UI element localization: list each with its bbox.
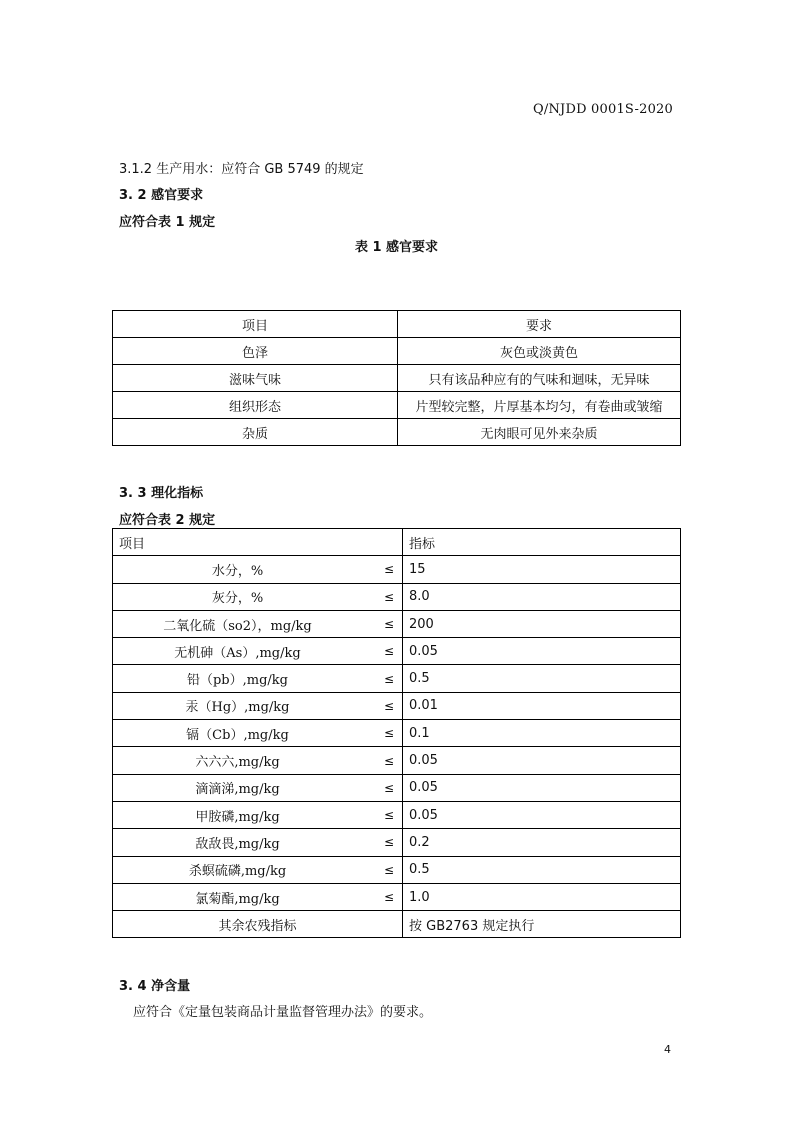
- section-3-2-title: 3. 2 感官要求: [119, 188, 204, 203]
- physicochemical-table: [112, 528, 681, 938]
- less-equal-sign: ≤: [383, 617, 394, 632]
- less-equal-sign: ≤: [383, 698, 394, 713]
- table-cell-item: 六六六,mg/kg: [195, 755, 280, 771]
- table-header-cell: 项目: [113, 529, 403, 556]
- table-cell-item: 其余农残指标: [113, 911, 403, 938]
- table-header-cell: 项目: [113, 311, 398, 338]
- table-cell-item: 滴滴涕,mg/kg: [195, 782, 280, 798]
- table-row: [113, 638, 681, 665]
- table-row: [113, 829, 681, 856]
- table-cell-value: 8.0: [403, 583, 681, 610]
- section-3-3-intro: 应符合表 2 规定: [119, 513, 216, 528]
- less-equal-sign: ≤: [383, 890, 394, 904]
- less-equal-sign: ≤: [383, 753, 394, 768]
- table-row: [113, 583, 681, 610]
- table-cell-item: 汞（Hg）,mg/kg: [185, 700, 290, 716]
- table-header-cell: 指标: [403, 529, 681, 556]
- table-header-row: [113, 311, 681, 338]
- table-row: [113, 720, 681, 747]
- less-equal-sign: ≤: [383, 562, 394, 577]
- table-cell-item: 灰分，%: [211, 591, 264, 607]
- table-cell-requirement: 无肉眼可见外来杂质: [398, 419, 681, 446]
- less-equal-sign: ≤: [383, 726, 394, 741]
- table-row: [113, 747, 681, 774]
- table-cell-value: 0.05: [403, 774, 681, 801]
- table-cell-requirement: 片型较完整，片厚基本均匀，有卷曲或皱缩: [398, 392, 681, 419]
- table-cell-value: 按 GB2763 规定执行: [403, 911, 681, 938]
- table-cell-requirement: 灰色或淡黄色: [398, 338, 681, 365]
- table-cell-value: 0.05: [403, 747, 681, 774]
- less-equal-sign: ≤: [383, 862, 394, 877]
- table-cell-value: 0.5: [403, 856, 681, 883]
- table-cell-value: 200: [403, 610, 681, 637]
- table-row: [113, 665, 681, 692]
- sensory-table: [112, 310, 681, 446]
- document-code: Q/NJDD 0001S-2020: [533, 102, 673, 117]
- less-equal-sign: ≤: [383, 589, 394, 604]
- table-cell-item: 二氧化硫（so2），mg/kg: [163, 618, 312, 634]
- less-equal-sign: ≤: [383, 808, 394, 823]
- page-number: 4: [664, 1043, 671, 1056]
- section-3-2-intro: 应符合表 1 规定: [119, 215, 216, 230]
- section-3-4-body: 应符合《定量包装商品计量监督管理办法》的要求。: [133, 1005, 433, 1020]
- table-cell-value: 0.05: [403, 801, 681, 828]
- table-header-cell: 要求: [398, 311, 681, 338]
- table-cell-item: 镉（Cb）,mg/kg: [186, 727, 289, 743]
- table-cell-requirement: 只有该品种应有的气味和迴味，无异味: [398, 365, 681, 392]
- table-header-row: [113, 529, 681, 556]
- table-row: [113, 883, 681, 910]
- section-3-3-title: 3. 3 理化指标: [119, 486, 204, 501]
- table-cell-value: 0.01: [403, 692, 681, 719]
- table-cell-item: 无机砷（As）,mg/kg: [174, 645, 301, 661]
- table-cell-item: 杀螟硫磷,mg/kg: [188, 864, 287, 880]
- section-3-1-2: 3.1.2 生产用水：应符合 GB 5749 的规定: [119, 162, 364, 177]
- table-row: [113, 419, 681, 446]
- table-row: [113, 801, 681, 828]
- table-cell-value: 15: [403, 556, 681, 583]
- table-cell-item: 敌敌畏,mg/kg: [195, 836, 280, 852]
- table-cell-item: 组织形态: [113, 392, 398, 419]
- table-cell-value: 0.1: [403, 720, 681, 747]
- less-equal-sign: ≤: [383, 671, 394, 686]
- table-cell-value: 0.5: [403, 665, 681, 692]
- table-row: [113, 856, 681, 883]
- table-row: [113, 610, 681, 637]
- table-cell-item: 水分，%: [211, 563, 264, 579]
- table-cell-item: 滋味气味: [113, 365, 398, 392]
- table-row: [113, 365, 681, 392]
- table-cell-item: 氯菊酯,mg/kg: [195, 891, 280, 907]
- table-row: [113, 392, 681, 419]
- table-cell-item: 铅（pb）,mg/kg: [186, 673, 288, 689]
- table-cell-item: 色泽: [113, 338, 398, 365]
- table-row: [113, 338, 681, 365]
- less-equal-sign: ≤: [383, 644, 394, 659]
- table-cell-value: 0.2: [403, 829, 681, 856]
- table-row: [113, 774, 681, 801]
- table-row: [113, 911, 681, 938]
- table-cell-item: 杂质: [113, 419, 398, 446]
- less-equal-sign: ≤: [383, 780, 394, 795]
- less-equal-sign: ≤: [383, 835, 394, 850]
- table-cell-item: 甲胺磷,mg/kg: [195, 809, 280, 825]
- table-row: [113, 556, 681, 583]
- table-cell-value: 1.0: [403, 883, 681, 910]
- table-row: [113, 692, 681, 719]
- table1-caption: 表 1 感官要求: [354, 240, 439, 255]
- table-cell-value: 0.05: [403, 638, 681, 665]
- section-3-4-title: 3. 4 净含量: [119, 979, 191, 994]
